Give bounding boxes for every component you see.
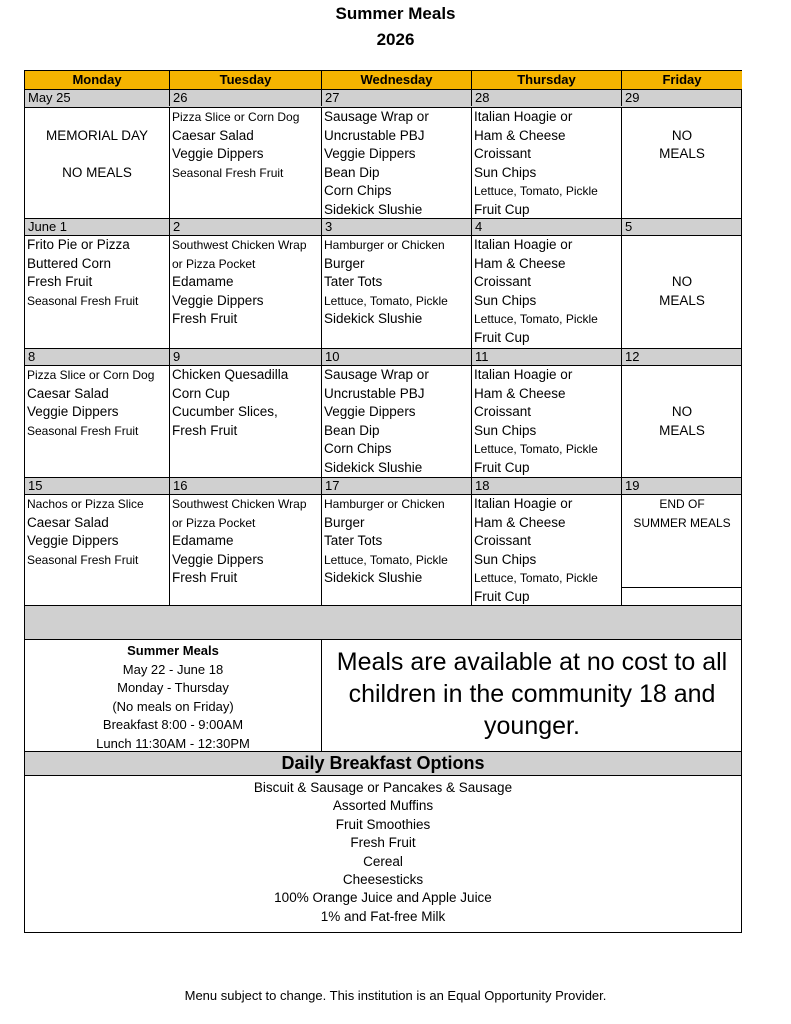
schedule-heading: Summer Meals xyxy=(127,643,219,658)
meal-cell xyxy=(322,366,472,477)
meal-item: Sun Chips xyxy=(474,422,537,438)
meal-item xyxy=(622,108,742,127)
meal-item xyxy=(622,236,742,255)
meal-cell xyxy=(472,108,622,218)
meal-cell xyxy=(170,495,322,605)
meal-item: Edamame xyxy=(172,533,234,548)
meal-cell xyxy=(622,236,742,348)
info-section xyxy=(24,640,742,752)
meal-item: Frito Pie or Pizza xyxy=(27,237,130,252)
date-cell: 29 xyxy=(625,90,640,105)
meal-item: Ham & Cheese xyxy=(474,385,566,401)
meal-cell xyxy=(170,366,322,477)
meal-item: Lettuce, Tomato, Pickle xyxy=(474,312,598,326)
meal-item: NO xyxy=(671,274,693,289)
meal-cell xyxy=(322,495,472,605)
meal-item: Burger xyxy=(324,255,365,271)
meal-item: Southwest Chicken Wrap xyxy=(172,497,307,511)
meal-item: MEMORIAL DAY xyxy=(45,127,148,143)
date-cell: 4 xyxy=(472,219,622,235)
breakfast-item: Assorted Muffins xyxy=(332,798,434,814)
meal-item: Sidekick Slushie xyxy=(324,570,423,585)
meal-item: Croissant xyxy=(474,146,532,161)
meal-item: Fresh Fruit xyxy=(172,422,238,438)
date-cell: 12 xyxy=(625,349,640,364)
meal-item: Croissant xyxy=(474,404,532,419)
meal-item: END OF xyxy=(659,497,705,511)
meal-item: Sun Chips xyxy=(474,164,537,180)
meal-item: or Pizza Pocket xyxy=(172,515,256,530)
date-cell: 2 xyxy=(170,219,322,235)
meal-item: Seasonal Fresh Fruit xyxy=(172,165,284,180)
meal-item xyxy=(622,385,742,404)
day-header-thursday: Thursday xyxy=(472,71,622,90)
meal-item: Ham & Cheese xyxy=(474,514,566,530)
meal-item: Pizza Slice or Corn Dog xyxy=(172,110,300,124)
meal-item: Italian Hoagie or xyxy=(474,237,573,252)
meal-cell xyxy=(170,236,322,348)
meal-item: Sausage Wrap or xyxy=(324,109,429,124)
schedule-line: May 22 - June 18 xyxy=(122,661,224,677)
date-cell: 10 xyxy=(322,349,472,365)
meal-item: Chicken Quesadilla xyxy=(172,367,289,382)
meal-cell xyxy=(472,366,622,477)
meal-item: Veggie Dippers xyxy=(324,146,416,161)
meal-item: Lettuce, Tomato, Pickle xyxy=(324,293,448,308)
meal-item: Croissant xyxy=(474,274,532,289)
page-year: 2026 xyxy=(376,30,415,49)
meal-item: Lettuce, Tomato, Pickle xyxy=(474,442,598,456)
date-cell: 27 xyxy=(322,90,472,106)
meal-item: Fruit Cup xyxy=(474,588,530,604)
date-cell: 15 xyxy=(25,478,170,494)
meal-cell xyxy=(472,236,622,348)
date-cell: 8 xyxy=(25,349,170,365)
date-row xyxy=(25,477,741,495)
meal-item: Uncrustable PBJ xyxy=(324,127,425,143)
meal-item: Veggie Dippers xyxy=(27,404,119,419)
schedule-line: Lunch 11:30AM - 12:30PM xyxy=(96,735,250,751)
meal-item: Lettuce, Tomato, Pickle xyxy=(474,184,598,198)
meal-item: Seasonal Fresh Fruit xyxy=(27,552,139,567)
meal-item: Sun Chips xyxy=(474,292,537,308)
day-header-tuesday: Tuesday xyxy=(170,71,322,90)
meal-cell xyxy=(472,495,622,605)
meal-cell xyxy=(170,108,322,218)
meal-item: Italian Hoagie or xyxy=(474,496,573,511)
meal-cell xyxy=(622,495,742,605)
meal-item: Italian Hoagie or xyxy=(474,109,573,124)
meal-cell xyxy=(25,366,170,477)
meal-item: Tater Tots xyxy=(324,274,383,289)
meal-item: Corn Chips xyxy=(324,441,392,456)
meal-item xyxy=(25,108,169,127)
meal-item: Fresh Fruit xyxy=(172,570,238,585)
meal-calendar xyxy=(24,70,742,606)
meal-item: Fruit Cup xyxy=(474,329,530,345)
meal-item: Hamburger or Chicken xyxy=(324,238,445,252)
meal-item: Caesar Salad xyxy=(27,514,109,530)
breakfast-item: Cereal xyxy=(363,853,403,869)
meal-item: Corn Chips xyxy=(324,183,392,198)
meal-item: Veggie Dippers xyxy=(172,146,264,161)
meal-item: Italian Hoagie or xyxy=(474,367,573,382)
meal-cell xyxy=(622,108,742,218)
date-row xyxy=(25,218,741,236)
schedule-line: (No meals on Friday) xyxy=(112,698,234,714)
meal-item: Buttered Corn xyxy=(27,255,112,271)
date-row xyxy=(25,90,741,108)
schedule-box xyxy=(25,640,322,751)
breakfast-item: 1% and Fat-free Milk xyxy=(320,908,446,924)
cell-divider xyxy=(622,587,742,588)
schedule-line: Breakfast 8:00 - 9:00AM xyxy=(102,717,244,732)
meal-item: Sidekick Slushie xyxy=(324,311,423,326)
date-cell: 16 xyxy=(170,478,322,494)
meal-item: Pizza Slice or Corn Dog xyxy=(27,368,155,382)
meal-cell xyxy=(25,236,170,348)
day-header-wednesday: Wednesday xyxy=(322,71,472,90)
meal-item: Fresh Fruit xyxy=(27,274,93,289)
meal-item: Cucumber Slices, xyxy=(172,404,278,419)
breakfast-item: Cheesesticks xyxy=(342,872,424,888)
meal-cell xyxy=(25,495,170,605)
date-cell: 18 xyxy=(472,478,622,494)
meal-item: Sun Chips xyxy=(474,551,537,567)
meal-item: Caesar Salad xyxy=(27,385,109,401)
meal-item: Ham & Cheese xyxy=(474,127,566,143)
meal-item xyxy=(25,145,169,164)
meal-item: Fruit Cup xyxy=(474,459,530,475)
breakfast-item: Fresh Fruit xyxy=(350,835,416,851)
no-cost-notice: Meals are available at no cost to all children in the community 18 and younger. xyxy=(336,648,728,740)
date-row xyxy=(25,348,741,366)
meal-item: MEALS xyxy=(659,146,705,161)
schedule-line: Monday - Thursday xyxy=(117,680,229,695)
footer-note: Menu subject to change. This institution is an Equal Opportunity Provider. xyxy=(184,988,607,1003)
meal-item: MEALS xyxy=(659,292,705,308)
meal-item: Seasonal Fresh Fruit xyxy=(27,423,139,438)
meal-item: Fruit Cup xyxy=(474,201,530,217)
breakfast-item: 100% Orange Juice and Apple Juice xyxy=(274,890,492,906)
meal-item: Bean Dip xyxy=(324,164,380,180)
meal-item: Edamame xyxy=(172,274,234,289)
date-cell: May 25 xyxy=(25,90,170,106)
day-header-friday: Friday xyxy=(622,71,742,90)
meal-item: Nachos or Pizza Slice xyxy=(27,497,144,511)
meal-item: Fresh Fruit xyxy=(172,311,238,326)
meal-item: Lettuce, Tomato, Pickle xyxy=(474,571,598,585)
breakfast-item: Fruit Smoothies xyxy=(335,816,431,832)
meal-cell xyxy=(322,108,472,218)
day-header-monday: Monday xyxy=(25,71,170,90)
meal-item: Veggie Dippers xyxy=(172,551,264,567)
breakfast-item: Biscuit & Sausage or Pancakes & Sausage xyxy=(253,780,513,795)
meal-item: Veggie Dippers xyxy=(172,292,264,308)
meal-item: MEALS xyxy=(659,422,705,438)
date-cell: 9 xyxy=(170,349,322,365)
meal-item: NO xyxy=(671,404,693,419)
meal-item: Sidekick Slushie xyxy=(324,459,423,475)
meal-item: Sausage Wrap or xyxy=(324,367,429,382)
meal-item: Veggie Dippers xyxy=(324,404,416,419)
meal-item: Veggie Dippers xyxy=(27,533,119,548)
date-cell: 17 xyxy=(322,478,472,494)
meal-item: Ham & Cheese xyxy=(474,255,566,271)
date-cell: 3 xyxy=(322,219,472,235)
meal-item xyxy=(622,255,742,274)
meal-item: Seasonal Fresh Fruit xyxy=(27,293,139,308)
meal-cell xyxy=(25,108,170,218)
meal-item: NO MEALS xyxy=(62,164,132,180)
date-cell: 28 xyxy=(472,90,622,106)
meal-item: SUMMER MEALS xyxy=(633,515,731,530)
date-cell: June 1 xyxy=(25,219,170,235)
meal-item: Lettuce, Tomato, Pickle xyxy=(324,552,448,567)
meal-item xyxy=(622,366,742,385)
meal-item: Southwest Chicken Wrap xyxy=(172,238,307,252)
date-cell: 11 xyxy=(472,349,622,365)
meal-item: Sidekick Slushie xyxy=(324,201,423,217)
meal-item: Hamburger or Chicken xyxy=(324,497,445,511)
meal-cell xyxy=(622,366,742,477)
date-cell: 5 xyxy=(625,219,633,234)
date-cell: 26 xyxy=(170,90,322,106)
page-title: Summer Meals xyxy=(335,4,456,23)
meal-item: Uncrustable PBJ xyxy=(324,385,425,401)
breakfast-list xyxy=(24,776,742,933)
separator-band xyxy=(24,606,742,640)
meal-item: Caesar Salad xyxy=(172,127,254,143)
meal-item: Corn Cup xyxy=(172,385,230,401)
meal-item: Tater Tots xyxy=(324,533,383,548)
meal-item: NO xyxy=(671,127,693,143)
meal-item: Burger xyxy=(324,514,365,530)
date-cell: 19 xyxy=(625,478,640,493)
breakfast-heading: Daily Breakfast Options xyxy=(24,751,742,776)
meal-item: Croissant xyxy=(474,533,532,548)
meal-item: Bean Dip xyxy=(324,422,380,438)
meal-item: or Pizza Pocket xyxy=(172,256,256,271)
meal-cell xyxy=(322,236,472,348)
